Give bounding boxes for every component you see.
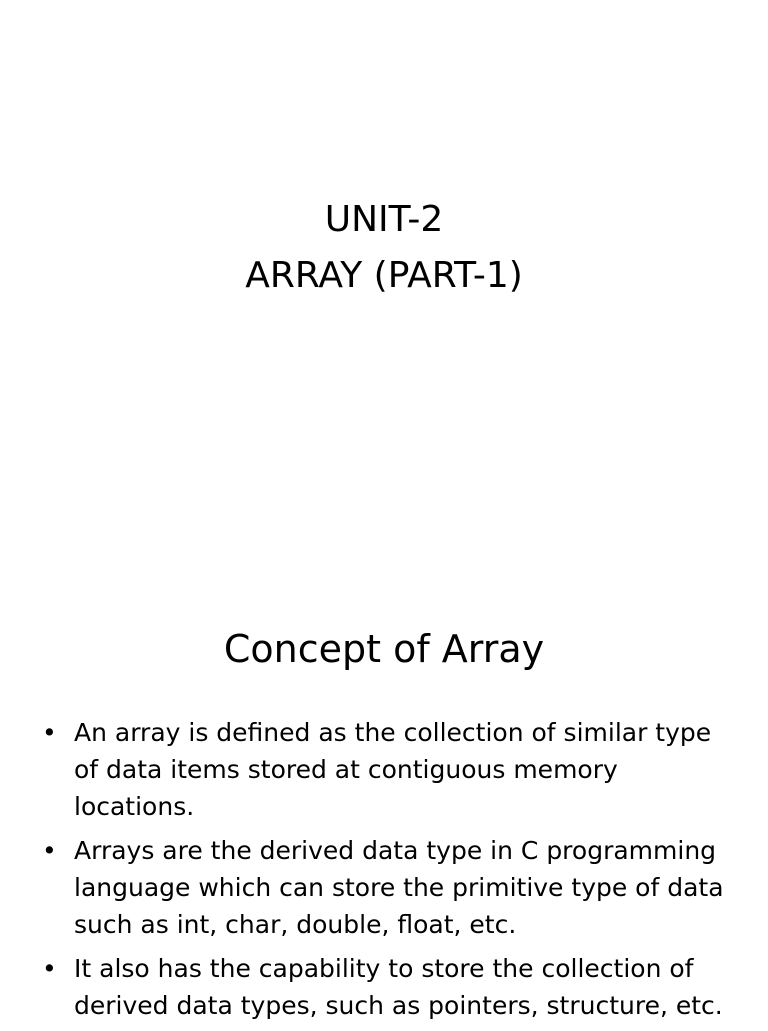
content-slide	[0, 576, 768, 1024]
bullet-item	[42, 832, 732, 943]
slide-title	[0, 192, 768, 304]
bullet-icon: •	[42, 954, 57, 983]
bullet-text: An array is defined as the collection of similar type of data items stored at contiguous memory locations.	[74, 718, 712, 821]
bullet-icon: •	[42, 836, 57, 865]
part-title: ARRAY (PART-1)	[245, 255, 523, 296]
bullet-item	[42, 714, 732, 825]
unit-title: UNIT-2	[324, 199, 444, 240]
bullet-item	[42, 950, 732, 1024]
slide-heading: Concept of Array	[223, 627, 545, 671]
bullet-icon: •	[42, 718, 57, 747]
bullet-text: It also has the capability to store the collection of derived data types, such as pointers, structure, etc.	[74, 954, 723, 1020]
bullet-list	[42, 714, 732, 1031]
bullet-text: Arrays are the derived data type in C programming language which can store the primitive type of data such as int, char, double, float, etc.	[74, 836, 724, 939]
